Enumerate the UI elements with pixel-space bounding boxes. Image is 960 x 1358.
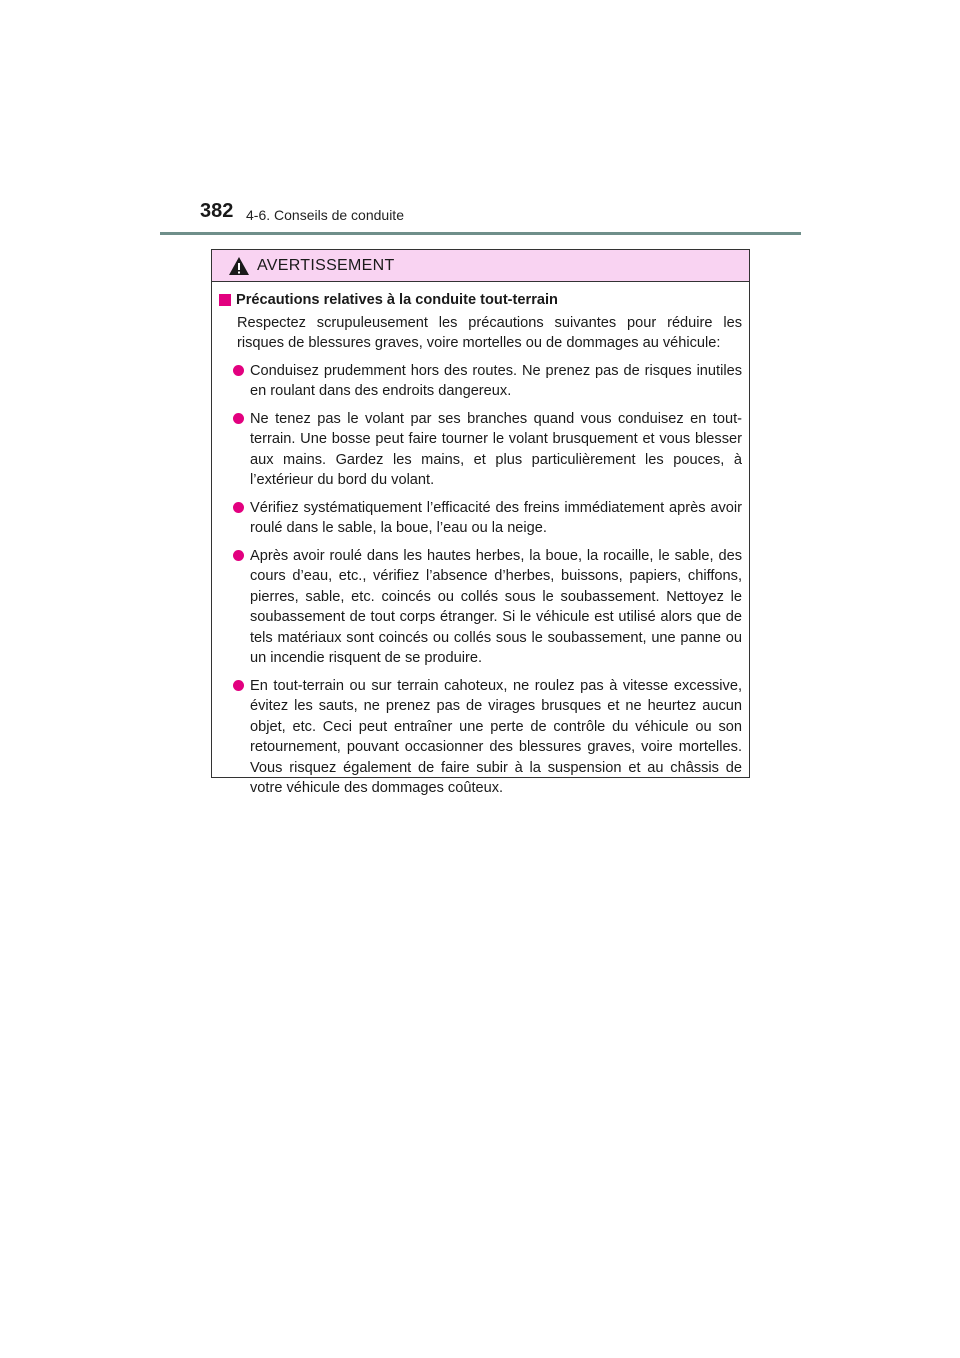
list-item — [233, 409, 742, 491]
dot-bullet-icon — [233, 502, 244, 513]
warning-header — [212, 250, 749, 282]
warning-body — [212, 282, 749, 799]
warning-triangle-icon — [228, 256, 250, 276]
list-item — [233, 498, 742, 539]
dot-bullet-icon — [233, 365, 244, 376]
list-item — [233, 546, 742, 669]
dot-bullet-icon — [233, 680, 244, 691]
list-item-text: Après avoir roulé dans les hautes herbes, la boue, la rocaille, le sable, des cours d’eau, etc., vérifiez l’absence d’herbes, buissons, papiers, chiffons, pierres, sable, etc. coincés ou collés sous le soubassement. Nettoyez le soubassement de tout corps étranger. Si le véhicule est utilisé alors que de tels matériaux sont coincés ou collés sous le soubassement, une panne ou un incendie risquent de se produire. — [250, 547, 742, 666]
warning-heading — [219, 290, 742, 311]
warning-intro: Respectez scrupuleusement les précautions suivantes pour réduire les risques de blessures graves, voire mortelles ou de dommages au véhicule: — [237, 314, 742, 351]
list-item — [233, 676, 742, 799]
list-item — [233, 361, 742, 402]
warning-title: AVERTISSEMENT — [257, 256, 395, 274]
list-item-text: Ne tenez pas le volant par ses branches quand vous conduisez en tout-terrain. Une bosse peut faire tourner le volant brusquement et vous blesser aux mains. Gardez les mains, et plus particulièrement les pouces, à l’extérieur du bord du volant. — [250, 410, 742, 488]
dot-bullet-icon — [233, 413, 244, 424]
list-item-text: En tout-terrain ou sur terrain cahoteux, ne roulez pas à vitesse excessive, évitez les sauts, ne prenez pas de virages brusques et ne heurtez aucun objet, etc. Ceci peut entraîner une perte de contrôle du véhicule ou son retournement, pouvant occasionner des blessures graves, voire mortelles. Vous risquez également de faire subir à la suspension et au châssis de votre véhicule des dommages coûteux. — [250, 677, 742, 796]
page-number: 382 — [200, 200, 234, 222]
dot-bullet-icon — [233, 550, 244, 561]
square-bullet-icon — [219, 294, 231, 306]
warning-box — [211, 249, 750, 796]
warning-heading-text: Précautions relatives à la conduite tout-terrain — [236, 292, 558, 308]
header-divider — [160, 232, 801, 235]
list-item-text: Conduisez prudemment hors des routes. Ne prenez pas de risques inutiles en roulant dans des endroits dangereux. — [250, 362, 742, 399]
section-title: 4-6. Conseils de conduite — [246, 207, 404, 223]
list-item-text: Vérifiez systématiquement l’efficacité des freins immédiatement après avoir roulé dans le sable, la boue, l’eau ou la neige. — [250, 499, 742, 536]
